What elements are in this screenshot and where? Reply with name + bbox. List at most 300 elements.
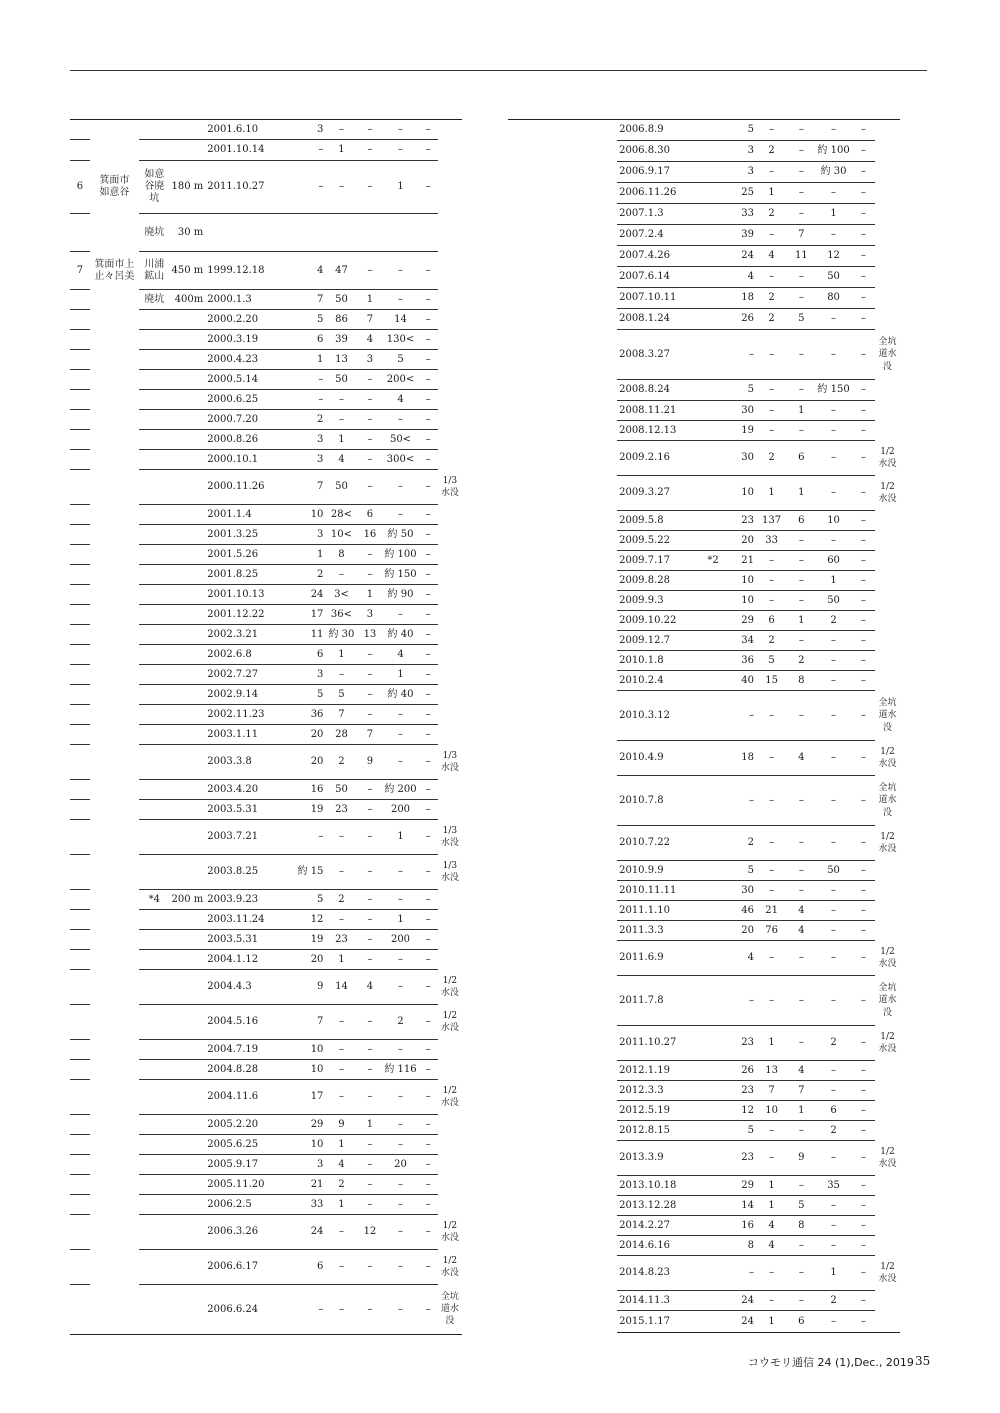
note-cell: 1/2 水没 [440, 1255, 459, 1278]
location-cell [90, 450, 139, 470]
count-cell-1: 24 [723, 246, 756, 267]
mark-cell [278, 1060, 292, 1080]
count-cell-5: – [419, 1155, 438, 1175]
count-cell-2: 14 [325, 970, 357, 1005]
table-row [70, 120, 462, 140]
blank-cell [508, 330, 617, 380]
count-cell-3: – [787, 631, 815, 651]
length-cell [170, 390, 206, 410]
site-number-cell [70, 1195, 90, 1215]
count-cell-4: – [382, 605, 418, 625]
length-cell [170, 1215, 206, 1250]
survey-date-cell: 2009.12.7 [617, 631, 703, 651]
note-cell [438, 450, 462, 470]
table-row [508, 1216, 900, 1236]
note-cell [875, 309, 900, 330]
survey-date-cell: 2008.12.13 [617, 421, 703, 441]
length-cell [170, 1115, 206, 1135]
count-cell-2: 23 [325, 800, 357, 820]
count-cell-2: 6 [756, 611, 787, 631]
count-cell-5: – [419, 410, 438, 430]
survey-date-cell: 2011.10.27 [205, 161, 277, 214]
note-cell [875, 1101, 900, 1121]
count-cell-5: – [852, 441, 875, 476]
length-cell [170, 1060, 206, 1080]
site-number-cell [70, 430, 90, 450]
table-row [508, 204, 900, 225]
length-cell [170, 605, 206, 625]
count-cell-5: – [852, 1311, 875, 1333]
table-row [508, 1121, 900, 1141]
count-cell-2: – [756, 551, 787, 571]
location-cell: 箕面市 如意谷 [99, 175, 130, 198]
site-number-cell [70, 1285, 90, 1335]
count-cell-3: – [358, 1285, 383, 1335]
mark-cell [703, 421, 723, 441]
mark-cell [278, 970, 292, 1005]
count-cell-5: – [419, 290, 438, 310]
survey-date-cell: 2000.11.26 [205, 470, 277, 505]
note-cell: 1/2 水没 [878, 946, 897, 969]
table-row [508, 1026, 900, 1061]
count-cell-3: – [358, 1195, 383, 1215]
mark-cell [278, 1215, 292, 1250]
mark-cell [703, 476, 723, 511]
count-cell-5: – [852, 1121, 875, 1141]
count-cell-4: – [815, 401, 851, 421]
count-cell-5: – [419, 820, 438, 855]
count-cell-4: – [382, 725, 418, 745]
count-cell-3: – [787, 1291, 815, 1311]
count-cell-1: – [291, 370, 325, 390]
count-cell-1: 20 [291, 725, 325, 745]
count-cell-1: 4 [723, 267, 756, 288]
length-cell [170, 120, 206, 140]
mark-cell [278, 450, 292, 470]
length-cell [170, 625, 206, 645]
table-row [70, 1005, 462, 1040]
count-cell-1: 5 [723, 120, 756, 141]
count-cell-1: 3 [291, 430, 325, 450]
count-cell-4: – [382, 1195, 418, 1215]
count-cell-2: 4 [756, 1236, 787, 1256]
count-cell-5: – [419, 350, 438, 370]
count-cell-1: 5 [723, 861, 756, 881]
blank-cell [508, 309, 617, 330]
survey-date-cell: 2007.1.3 [617, 204, 703, 225]
table-row [70, 470, 462, 505]
count-cell-1: 3 [291, 120, 325, 140]
count-cell-4: 50 [815, 267, 851, 288]
table-row [508, 183, 900, 204]
site-name-cell [139, 855, 169, 890]
count-cell-3: 1 [358, 290, 383, 310]
count-cell-3: 9 [787, 1141, 815, 1176]
blank-cell [508, 183, 617, 204]
count-cell-1: 39 [723, 225, 756, 246]
site-name-cell [139, 780, 169, 800]
blank-cell [508, 1291, 617, 1311]
location-cell [90, 1115, 139, 1135]
count-cell-4: – [815, 1141, 851, 1176]
length-cell: 400m [170, 290, 206, 310]
survey-date-cell: 2000.5.14 [205, 370, 277, 390]
mark-cell [703, 1176, 723, 1196]
note-cell [875, 631, 900, 651]
count-cell-4: – [382, 252, 418, 290]
note-cell [875, 120, 900, 141]
site-name-cell [139, 1005, 169, 1040]
count-cell-3: 7 [787, 1081, 815, 1101]
count-cell-2: 23 [325, 930, 357, 950]
site-name-cell [139, 1135, 169, 1155]
location-cell [90, 214, 139, 252]
location-cell: 箕面市上 止々呂美 [94, 258, 135, 282]
count-cell-3: 7 [787, 225, 815, 246]
count-cell-2: 33 [756, 531, 787, 551]
note-cell [875, 531, 900, 551]
count-cell-4: – [815, 309, 851, 330]
note-cell [438, 120, 462, 140]
table-row [70, 161, 462, 214]
table-row [70, 745, 462, 780]
count-cell-3: – [358, 1005, 383, 1040]
location-cell [90, 605, 139, 625]
mark-cell [278, 545, 292, 565]
count-cell-4: – [815, 631, 851, 651]
count-cell-2: 4 [756, 1216, 787, 1236]
note-cell [438, 605, 462, 625]
survey-date-cell: 2005.11.20 [205, 1175, 277, 1195]
count-cell-5: – [852, 861, 875, 881]
mark-cell [278, 252, 292, 290]
table-row [508, 671, 900, 691]
note-cell [875, 1216, 900, 1236]
count-cell-1: – [291, 161, 325, 214]
location-cell [90, 350, 139, 370]
mark-cell [278, 1040, 292, 1060]
note-cell: 1/3 水没 [440, 750, 459, 773]
site-number-cell [70, 1215, 90, 1250]
location-cell [90, 410, 139, 430]
location-cell [90, 645, 139, 665]
count-cell-3: – [787, 141, 815, 162]
page-number: 35 [915, 1354, 931, 1368]
count-cell-4: 1 [815, 571, 851, 591]
count-cell-3: – [787, 826, 815, 861]
site-name-cell [139, 820, 169, 855]
location-cell [90, 1005, 139, 1040]
count-cell-5: – [419, 1115, 438, 1135]
count-cell-2: 15 [756, 671, 787, 691]
blank-cell [508, 1196, 617, 1216]
mark-cell [278, 780, 292, 800]
count-cell-3: – [358, 780, 383, 800]
length-cell [170, 410, 206, 430]
count-cell-1 [291, 214, 325, 252]
mark-cell [278, 565, 292, 585]
count-cell-2: 8 [325, 545, 357, 565]
site-name-cell [139, 725, 169, 745]
count-cell-5: – [852, 141, 875, 162]
count-cell-4: – [382, 1175, 418, 1195]
site-name-cell [139, 1115, 169, 1135]
site-name-cell [139, 745, 169, 780]
count-cell-4: 130< [382, 330, 418, 350]
count-cell-2: – [325, 910, 357, 930]
count-cell-1: 5 [291, 890, 325, 910]
mark-cell [278, 800, 292, 820]
location-cell [90, 1080, 139, 1115]
table-row [70, 890, 462, 910]
note-cell [438, 1175, 462, 1195]
site-number-cell [70, 745, 90, 780]
length-cell [170, 470, 206, 505]
survey-date-cell: 2009.10.22 [617, 611, 703, 631]
count-cell-1: 6 [291, 1250, 325, 1285]
blank-cell [508, 476, 617, 511]
table-row [70, 665, 462, 685]
count-cell-1: 36 [723, 651, 756, 671]
count-cell-1: 23 [723, 1026, 756, 1061]
count-cell-3: 1 [787, 1101, 815, 1121]
length-cell [170, 1135, 206, 1155]
mark-cell [278, 605, 292, 625]
site-number-cell [70, 1135, 90, 1155]
count-cell-5: – [852, 571, 875, 591]
count-cell-2: 28 [325, 725, 357, 745]
mark-cell [703, 401, 723, 421]
count-cell-5: – [419, 450, 438, 470]
count-cell-1: 16 [723, 1216, 756, 1236]
table-row [508, 651, 900, 671]
count-cell-2: 2 [756, 441, 787, 476]
count-cell-3: 12 [358, 1215, 383, 1250]
blank-cell [508, 921, 617, 941]
mark-cell [278, 350, 292, 370]
count-cell-3: – [358, 390, 383, 410]
count-cell-1: 3 [291, 665, 325, 685]
note-cell: 1/3 水没 [440, 825, 459, 848]
mark-cell [703, 330, 723, 380]
count-cell-1: 10 [723, 591, 756, 611]
mark-cell [278, 685, 292, 705]
count-cell-2: – [325, 820, 357, 855]
site-number-cell [70, 625, 90, 645]
survey-date-cell: 2003.1.11 [205, 725, 277, 745]
table-row [508, 921, 900, 941]
survey-date-cell: 2006.2.5 [205, 1195, 277, 1215]
count-cell-4: 1 [815, 1256, 851, 1291]
mark-cell [703, 1121, 723, 1141]
survey-date-cell: 2002.11.23 [205, 705, 277, 725]
note-cell: 1/2 水没 [878, 1031, 897, 1054]
note-cell [875, 511, 900, 531]
length-cell: 450 m [170, 252, 206, 290]
site-number-cell [70, 605, 90, 625]
table-row [70, 1060, 462, 1080]
site-name-cell [139, 645, 169, 665]
site-name-cell: *4 [139, 890, 169, 910]
mark-cell [278, 585, 292, 605]
survey-date-cell: 2006.11.26 [617, 183, 703, 204]
count-cell-5: – [852, 1061, 875, 1081]
survey-date-cell: 2003.7.21 [205, 820, 277, 855]
count-cell-5: – [419, 585, 438, 605]
survey-date-cell: 2010.4.9 [617, 741, 703, 776]
count-cell-3: – [787, 204, 815, 225]
note-cell [438, 525, 462, 545]
site-number-cell [70, 390, 90, 410]
table-row [508, 511, 900, 531]
mark-cell [703, 380, 723, 401]
blank-cell [508, 421, 617, 441]
note-cell [438, 350, 462, 370]
count-cell-5: – [852, 1101, 875, 1121]
count-cell-4: 2 [815, 611, 851, 631]
note-cell [875, 183, 900, 204]
note-cell [875, 421, 900, 441]
site-name-cell [139, 1215, 169, 1250]
note-cell [875, 225, 900, 246]
count-cell-3: 5 [787, 1196, 815, 1216]
note-cell: 1/3 水没 [440, 475, 459, 498]
note-cell: 全坑 道水 没 [438, 1285, 462, 1335]
count-cell-1: – [291, 820, 325, 855]
survey-date-cell: 2011.3.3 [617, 921, 703, 941]
count-cell-2: 1 [325, 950, 357, 970]
survey-date-cell: 2003.3.8 [205, 745, 277, 780]
survey-date-cell: 2001.3.25 [205, 525, 277, 545]
table-row [70, 1195, 462, 1215]
mark-cell [703, 309, 723, 330]
table-row [508, 976, 900, 1026]
count-cell-4: 約 30 [815, 162, 851, 183]
survey-date-cell: 2001.5.26 [205, 545, 277, 565]
count-cell-3: – [358, 1135, 383, 1155]
table-row [70, 1175, 462, 1195]
table-row [508, 1291, 900, 1311]
count-cell-2: – [756, 741, 787, 776]
count-cell-4: – [815, 921, 851, 941]
length-cell: 200 m [170, 890, 206, 910]
count-cell-1: 4 [291, 252, 325, 290]
count-cell-3: – [787, 183, 815, 204]
site-number-cell [70, 950, 90, 970]
count-cell-4: – [382, 705, 418, 725]
mark-cell [703, 901, 723, 921]
note-cell [438, 390, 462, 410]
mark-cell [703, 204, 723, 225]
count-cell-4: – [382, 140, 418, 161]
site-name-cell [139, 565, 169, 585]
count-cell-1: 2 [291, 565, 325, 585]
count-cell-1: 25 [723, 183, 756, 204]
table-row [70, 950, 462, 970]
note-cell [438, 585, 462, 605]
count-cell-2: 10< [325, 525, 357, 545]
count-cell-1: 33 [291, 1195, 325, 1215]
note-cell [438, 665, 462, 685]
mark-cell [703, 1311, 723, 1333]
table-row [70, 1215, 462, 1250]
count-cell-2: 1 [756, 476, 787, 511]
survey-date-cell: 2003.5.31 [205, 930, 277, 950]
mark-cell [703, 511, 723, 531]
length-cell [170, 705, 206, 725]
count-cell-2: 1 [325, 140, 357, 161]
site-name-cell [139, 800, 169, 820]
survey-date-cell: 2009.7.17 [617, 551, 703, 571]
count-cell-3: 4 [358, 330, 383, 350]
length-cell [170, 350, 206, 370]
mark-cell [278, 120, 292, 140]
note-cell [438, 1040, 462, 1060]
note-cell: 全坑 道水 没 [878, 698, 897, 733]
site-name-cell [139, 390, 169, 410]
count-cell-1: 36 [291, 705, 325, 725]
table-row [70, 525, 462, 545]
count-cell-5: – [419, 1080, 438, 1115]
count-cell-4: – [815, 421, 851, 441]
count-cell-1: 33 [723, 204, 756, 225]
count-cell-4: – [382, 950, 418, 970]
blank-cell [508, 204, 617, 225]
count-cell-3: – [787, 531, 815, 551]
mark-cell [278, 290, 292, 310]
count-cell-2: – [756, 941, 787, 976]
length-cell [170, 930, 206, 950]
count-cell-5: – [852, 380, 875, 401]
count-cell-1: 10 [291, 1135, 325, 1155]
table-row [508, 441, 900, 476]
site-number-cell [70, 1060, 90, 1080]
location-cell [90, 890, 139, 910]
location-cell [90, 1175, 139, 1195]
count-cell-5: – [419, 310, 438, 330]
count-cell-3: – [358, 800, 383, 820]
count-cell-2: 2 [325, 1175, 357, 1195]
count-cell-2: 1 [325, 430, 357, 450]
count-cell-3: – [358, 1060, 383, 1080]
note-cell [438, 430, 462, 450]
site-name-cell [139, 545, 169, 565]
survey-date-cell: 2006.9.17 [617, 162, 703, 183]
count-cell-3: 6 [787, 441, 815, 476]
count-cell-5: – [852, 288, 875, 309]
location-cell [90, 545, 139, 565]
count-cell-4: 1 [382, 665, 418, 685]
count-cell-3: – [358, 910, 383, 930]
mark-cell [278, 140, 292, 161]
count-cell-5: – [852, 421, 875, 441]
count-cell-5: – [419, 430, 438, 450]
blank-cell [508, 976, 617, 1026]
count-cell-3: 8 [787, 1216, 815, 1236]
survey-date-cell: 2003.8.25 [205, 855, 277, 890]
count-cell-3: 9 [358, 745, 383, 780]
site-number-cell [70, 330, 90, 350]
count-cell-2: – [756, 162, 787, 183]
table-row [70, 290, 462, 310]
site-number-cell [70, 140, 90, 161]
table-row [70, 330, 462, 350]
length-cell [170, 585, 206, 605]
blank-cell [508, 267, 617, 288]
count-cell-2: – [756, 401, 787, 421]
mark-cell [703, 1196, 723, 1216]
count-cell-5: – [419, 1175, 438, 1195]
